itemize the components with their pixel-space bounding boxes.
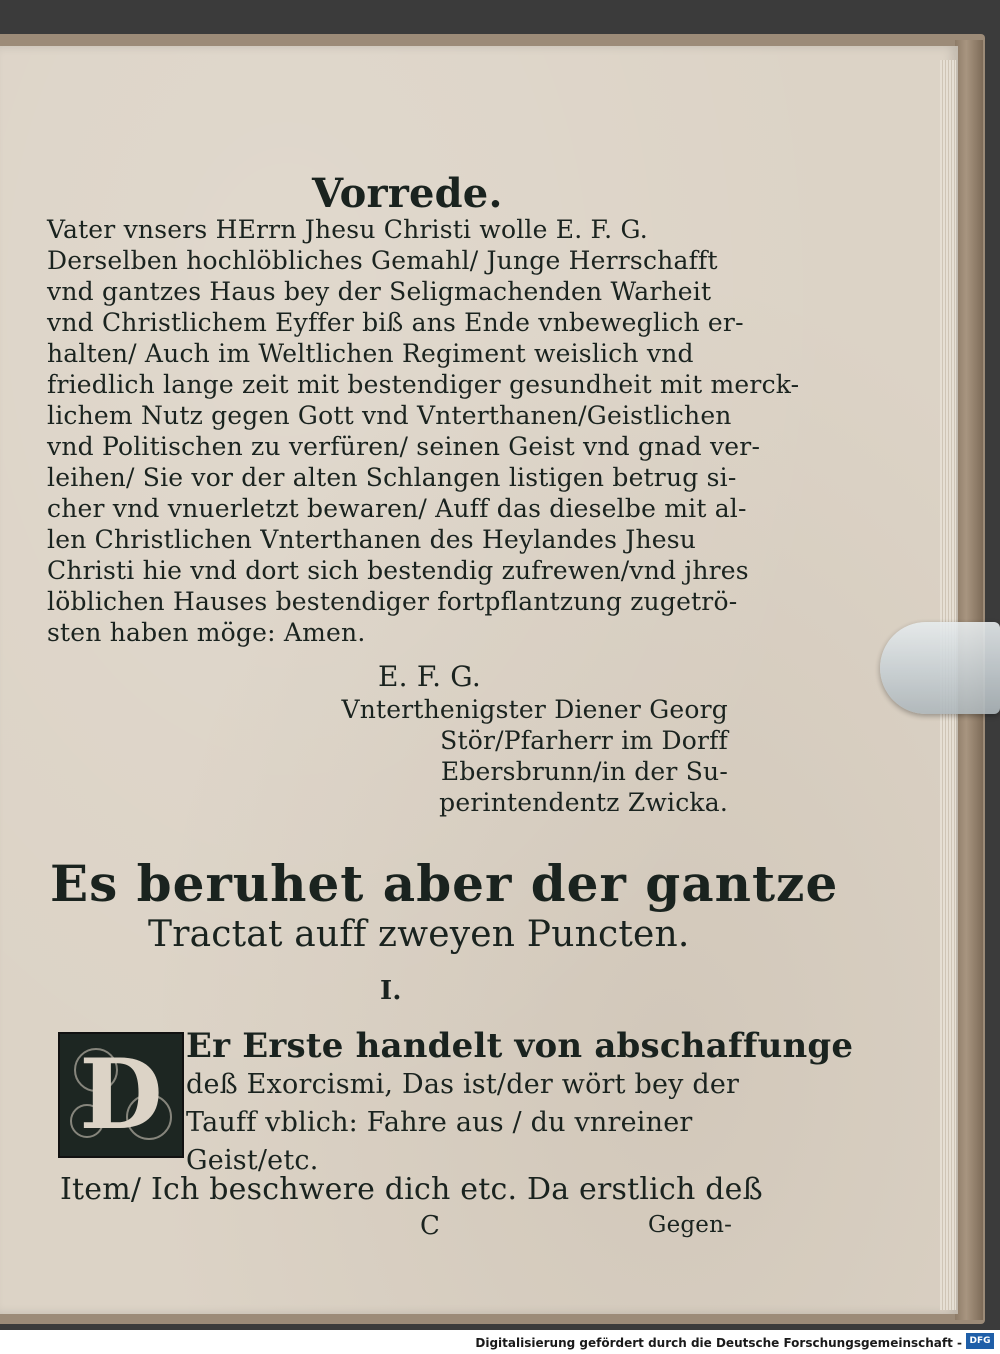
signature-mark: C [420, 1211, 441, 1241]
body-line: vnd Christlichem Eyffer biß ans Ende vnbeweglich er- [47, 308, 744, 337]
signature-line: Stör/Pfarherr im Dorff [440, 726, 728, 755]
body-line: halten/ Auch im Weltlichen Regiment weislich vnd [47, 339, 694, 368]
signature-block [336, 660, 728, 818]
preface-body [47, 214, 800, 648]
body-line: lichem Nutz gegen Gott vnd Vnterthanen/Geistlichen [47, 401, 732, 430]
signature-line: perintendentz Zwicka. [439, 788, 728, 817]
body-line: sten haben möge: Amen. [47, 618, 366, 647]
body-line: Vater vnsers HErrn Jhesu Christi wolle E. F. G. [47, 215, 648, 244]
body-line: Christi hie vnd dort sich bestendig zufrewen/vnd jhres [47, 556, 749, 585]
body-line: len Christlichen Vnterthanen des Heylandes Jhesu [47, 525, 697, 554]
body-line: löblichen Hauses bestendiger fortpflantzung zugetrö- [47, 587, 738, 616]
footer-credit: Digitalisierung gefördert durch die Deutsche Forschungsgemeinschaft - [475, 1336, 962, 1350]
body-line: friedlich lange zeit mit bestendiger gesundheit mit merck- [47, 370, 800, 399]
section-title-line-1: Es beruhet aber der gantze [50, 854, 839, 913]
signature-line: Ebersbrunn/in der Su- [440, 757, 728, 786]
roman-numeral: I. [380, 976, 402, 1006]
book-page [0, 46, 958, 1314]
dfg-logo-icon: DFG [966, 1333, 994, 1349]
body-line: vnd Politischen zu verfüren/ seinen Geist vnd gnad ver- [47, 432, 761, 461]
initial-letter: D [79, 1038, 163, 1151]
signature-line: Vnterthenigster Diener Georg [341, 695, 728, 724]
body-line: cher vnd vnuerletzt bewaren/ Auff das dieselbe mit al- [47, 494, 747, 523]
body-line: leihen/ Sie vor der alten Schlangen listigen betrug si- [47, 463, 737, 492]
first-point-line: deß Exorcismi, Das ist/der wört bey der [186, 1069, 740, 1100]
plastic-clip [880, 622, 1000, 714]
first-point-line: Er Erste handelt von abschaffunge [186, 1026, 854, 1066]
decorated-initial [58, 1032, 184, 1158]
first-point-line: Geist/etc. [186, 1145, 319, 1176]
body-line: Derselben hochlöbliches Gemahl/ Junge Herrschafft [47, 246, 718, 275]
first-point-text [186, 1026, 853, 1180]
item-line: Item/ Ich beschwere dich etc. Da erstlich deß [60, 1172, 763, 1207]
signature-initials: E. F. G. [378, 660, 481, 693]
first-point-line: Tauff vblich: Fahre aus / du vnreiner [186, 1107, 693, 1138]
page-heading: Vorrede. [312, 170, 503, 217]
catchword: Gegen- [648, 1212, 733, 1238]
section-title-line-2: Tractat auff zweyen Puncten. [148, 914, 690, 955]
body-line: vnd gantzes Haus bey der Seligmachenden Warheit [47, 277, 712, 306]
